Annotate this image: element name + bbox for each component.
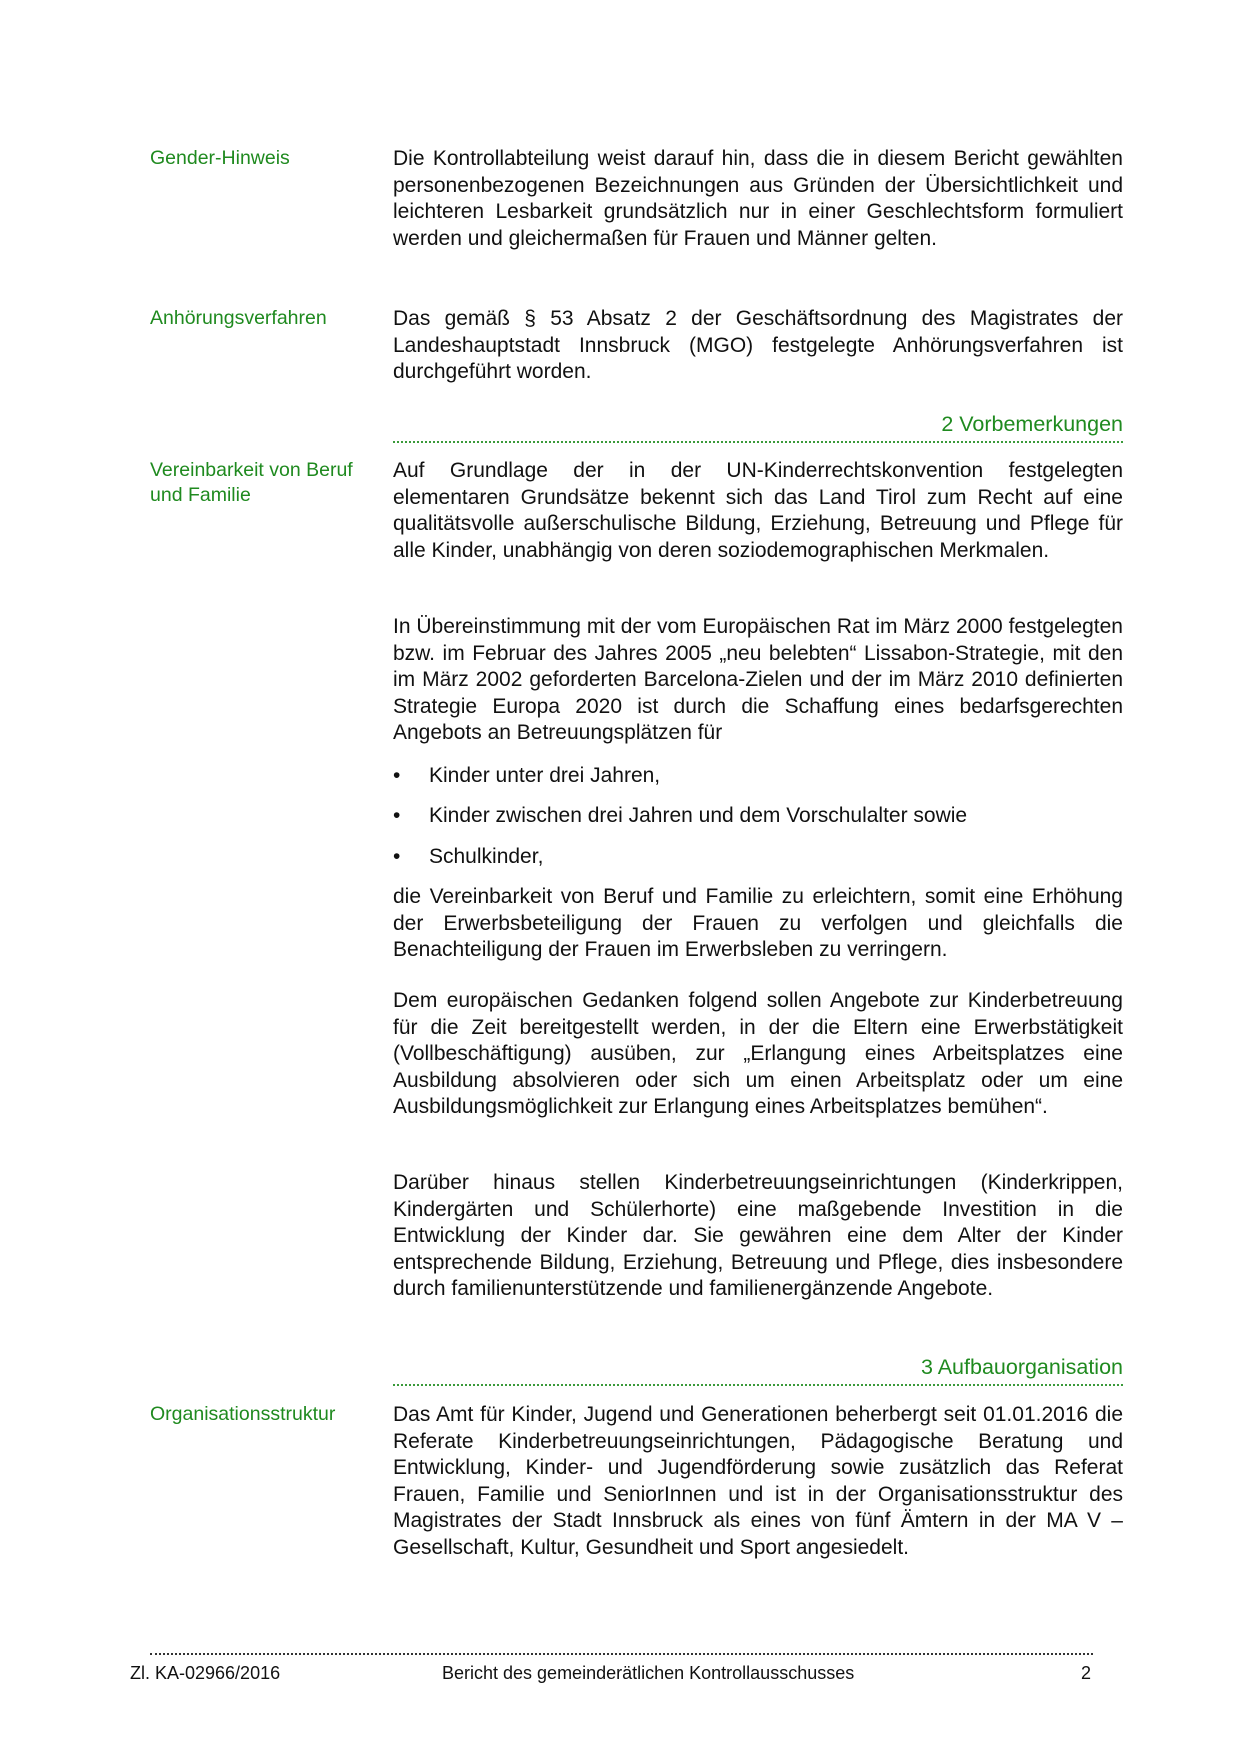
footer-report-title: Bericht des gemeinderätlichen Kontrollausschusses <box>442 1663 855 1683</box>
paragraph-organisationsstruktur: Das Amt für Kinder, Jugend und Generationen beherbergt seit 01.01.2016 die Referate Kinderbetreuungseinrichtungen, Pädagogische Beratung und Entwicklung, Kinder- und Jugendförderung sowie zusätzlich das Referat Frauen, Familie und SeniorInnen und ist in der Organisationsstruktur des Magistrates der Stadt Innsbruck als eines von fünf Ämtern in der MA V – Gesellschaft, Kultur, Gesundheit und Sport angesiedelt. <box>393 1403 1123 1559</box>
bullet-icon: • <box>393 764 401 787</box>
sidebar-label-anhoerung: Anhörungsverfahren <box>150 307 327 329</box>
footer-divider <box>150 1653 1093 1655</box>
bullet-icon: • <box>393 845 401 868</box>
paragraph-vorbemerkungen-5: Darüber hinaus stellen Kinderbetreuungseinrichtungen (Kinderkrippen, Kindergärten und Schülerhorte) eine maßgebende Investition in die Entwicklung der Kinder dar. Sie gewähren eine dem Alter der Kinder entsprechende Bildung, Erziehung, Betreuung und Pflege, dies insbesondere durch familienunterstützende und familienergänzende Angebote. <box>393 1171 1123 1300</box>
paragraph-vorbemerkungen-3: die Vereinbarkeit von Beruf und Familie zu erleichtern, somit eine Erhöhung der Erwerbsbeteiligung der Frauen zu verfolgen und gleichfalls die Benachteiligung der Frauen im Erwerbsleben zu verringern. <box>393 885 1123 961</box>
footer-reference-number: Zl. KA-02966/2016 <box>130 1663 281 1683</box>
paragraph-vorbemerkungen-1: Auf Grundlage der in der UN-Kinderrechtskonvention festgelegten elementaren Grundsätze bekennt sich das Land Tirol zum Recht auf eine qualitätsvolle außerschulische Bildung, Erziehung, Betreuung und Pflege für alle Kinder, unabhängig von deren soziodemographischen Merkmalen. <box>393 459 1123 562</box>
sidebar-label-vereinbarkeit: Vereinbarkeit von Beruf und Familie <box>150 459 353 506</box>
paragraph-vorbemerkungen-4: Dem europäischen Gedanken folgend sollen Angebote zur Kinderbetreuung für die Zeit bereitgestellt werden, in der die Eltern eine Erwerbstätigkeit (Vollbeschäftigung) ausüben, zur „Erlangung eines Arbeitsplatzes eine Ausbildung absolvieren oder sich um einen Arbeitsplatz oder um eine Ausbildungsmöglichkeit zur Erlangung eines Arbeitsplatzes bemühen“. <box>393 989 1123 1118</box>
section-heading-aufbauorganisation: 3 Aufbauorganisation <box>920 1355 1123 1379</box>
paragraph-vorbemerkungen-2: In Übereinstimmung mit der vom Europäischen Rat im März 2000 festgelegten bzw. im Februar des Jahres 2005 „neu belebten“ Lissabon-Strategie, mit den im März 2002 geforderten Barcelona-Zielen und der im März 2010 definierten Strategie Europa 2020 ist durch die Schaffung eines bedarfsgerechten Angebots an Betreuungsplätzen für <box>393 615 1123 744</box>
paragraph-anhoerung: Das gemäß § 53 Absatz 2 der Geschäftsordnung des Magistrates der Landeshauptstadt Innsbruck (MGO) festgelegte Anhörungsverfahren ist durchgeführt worden. <box>393 307 1123 383</box>
section-heading-vorbemerkungen: 2 Vorbemerkungen <box>941 412 1123 436</box>
paragraph-gender-note: Die Kontrollabteilung weist darauf hin, dass die in diesem Bericht gewählten personenbezogenen Bezeichnungen aus Gründen der Übersichtlichkeit und leichteren Lesbarkeit grundsätzlich nur in einer Geschlechtsform formuliert werden und gleichermaßen für Frauen und Männer gelten. <box>393 147 1123 250</box>
sidebar-label-organisationsstruktur: Organisationsstruktur <box>150 1403 336 1425</box>
footer-page-number: 2 <box>1081 1663 1092 1683</box>
sidebar-label-gender: Gender-Hinweis <box>150 147 290 169</box>
bullet-icon: • <box>393 804 401 827</box>
section-divider <box>393 441 1123 443</box>
section-divider <box>393 1384 1123 1386</box>
